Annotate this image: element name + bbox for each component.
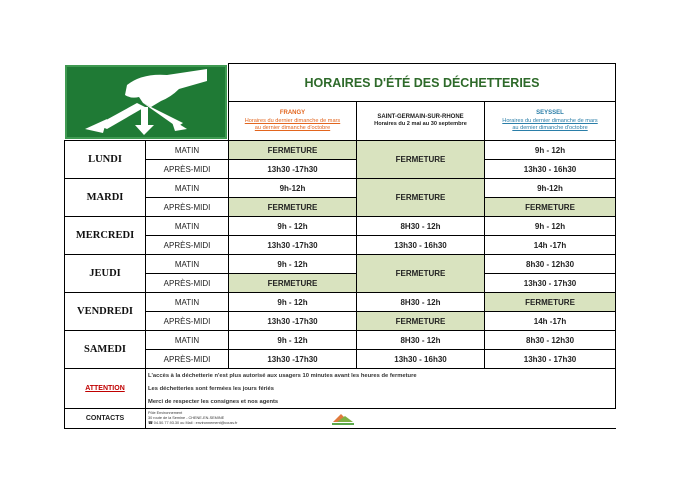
contact-line: ☎ 04.50.77.93.30 ou Mail : environnement@ccusv.fr <box>148 421 238 426</box>
hours-cell: 9h - 12h <box>229 331 357 350</box>
schedule-sheet <box>64 63 615 429</box>
hours-cell: FERMETURE <box>485 293 616 312</box>
hours-cell: 13h30 - 17h30 <box>485 274 616 293</box>
period-label: APRÈS-MIDI <box>146 236 229 255</box>
centre-period: au dernier dimanche d'octobre <box>254 124 331 131</box>
centre-header-frangy <box>229 102 357 141</box>
community-logo-icon <box>329 412 357 427</box>
centre-period: Horaires du dernier dimanche de mars <box>244 117 341 124</box>
hours-cell: 13h30 -17h30 <box>229 312 357 331</box>
table-row <box>65 255 616 274</box>
hours-cell: 9h - 12h <box>229 217 357 236</box>
day-label: VENDREDI <box>65 293 146 331</box>
hours-cell: FERMETURE <box>485 198 616 217</box>
table-row <box>65 141 616 160</box>
attention-note: Les déchetteries sont fermées les jours fériés <box>146 382 616 395</box>
contacts-label: CONTACTS <box>65 409 146 429</box>
hours-cell: 9h - 12h <box>485 217 616 236</box>
hours-cell: 13h30 - 16h30 <box>357 350 485 369</box>
period-label: MATIN <box>146 331 229 350</box>
centre-name: SAINT-GERMAIN-SUR-RHONE <box>377 113 464 120</box>
day-label: LUNDI <box>65 141 146 179</box>
table-row <box>65 198 616 217</box>
table-row <box>65 236 616 255</box>
hours-cell: 14h -17h <box>485 236 616 255</box>
table-row <box>65 331 616 350</box>
hours-cell: 8H30 - 12h <box>357 217 485 236</box>
hours-cell: FERMETURE <box>229 198 357 217</box>
table-row <box>65 217 616 236</box>
contacts-info <box>146 409 616 429</box>
period-label: MATIN <box>146 255 229 274</box>
table-row <box>65 312 616 331</box>
hours-cell: 8H30 - 12h <box>357 293 485 312</box>
logo-cell <box>65 64 229 141</box>
hours-cell: 8h30 - 12h30 <box>485 331 616 350</box>
table-row <box>65 350 616 369</box>
centre-name: SEYSSEL <box>536 110 564 117</box>
hours-cell: 8h30 - 12h30 <box>485 255 616 274</box>
period-label: MATIN <box>146 217 229 236</box>
hours-cell: 8H30 - 12h <box>357 331 485 350</box>
hours-cell: 13h30 -17h30 <box>229 236 357 255</box>
attention-note: Merci de respecter les consignes et nos agents <box>146 395 616 409</box>
hours-cell: 9h-12h <box>485 179 616 198</box>
hours-cell: FERMETURE <box>229 274 357 293</box>
attention-note: L'accès à la déchetterie n'est plus autorisé aux usagers 10 minutes avant les heures de fermeture <box>146 369 616 383</box>
hours-cell: FERMETURE <box>357 312 485 331</box>
period-label: MATIN <box>146 293 229 312</box>
hours-cell: FERMETURE <box>229 141 357 160</box>
page-title: HORAIRES D'ÉTÉ DES DÉCHETTERIES <box>229 64 616 102</box>
contact-line: 30 route de la Semine - CHENE-EN-SEMINE <box>148 415 225 420</box>
hours-cell: 13h30 - 16h30 <box>485 160 616 179</box>
hours-cell: 9h-12h <box>229 179 357 198</box>
hours-cell: FERMETURE <box>357 255 485 293</box>
period-label: APRÈS-MIDI <box>146 160 229 179</box>
table-row <box>65 179 616 198</box>
period-label: APRÈS-MIDI <box>146 198 229 217</box>
hours-cell: 13h30 -17h30 <box>229 350 357 369</box>
hours-cell: 9h - 12h <box>229 293 357 312</box>
hours-cell: 9h - 12h <box>485 141 616 160</box>
day-label: SAMEDI <box>65 331 146 369</box>
centre-period: Horaires du dernier dimanche de mars <box>502 117 598 124</box>
period-label: APRÈS-MIDI <box>146 312 229 331</box>
table-row <box>65 160 616 179</box>
period-label: MATIN <box>146 141 229 160</box>
emergency-exit-hand-icon <box>65 65 227 139</box>
table-row <box>65 274 616 293</box>
period-label: APRÈS-MIDI <box>146 274 229 293</box>
centre-period: au dernier dimanche d'octobre <box>512 124 588 131</box>
period-label: APRÈS-MIDI <box>146 350 229 369</box>
table-row <box>65 293 616 312</box>
schedule-table <box>64 63 616 429</box>
day-label: MARDI <box>65 179 146 217</box>
centre-period: Horaires du 2 mai au 30 septembre <box>374 121 467 128</box>
attention-label: ATTENTION <box>65 369 146 409</box>
hours-cell: 13h30 - 17h30 <box>485 350 616 369</box>
day-label: MERCREDI <box>65 217 146 255</box>
day-label: JEUDI <box>65 255 146 293</box>
hours-cell: 13h30 - 16h30 <box>357 236 485 255</box>
centre-header-saint-germain <box>357 102 485 141</box>
hours-cell: 14h -17h <box>485 312 616 331</box>
period-label: MATIN <box>146 179 229 198</box>
hours-cell: 13h30 -17h30 <box>229 160 357 179</box>
hours-cell: 9h - 12h <box>229 255 357 274</box>
hours-cell: FERMETURE <box>357 141 485 179</box>
contact-line: Pôle Environnement <box>148 410 183 415</box>
centre-header-seyssel <box>485 102 616 141</box>
hours-cell: FERMETURE <box>357 179 485 217</box>
centre-name: FRANGY <box>279 110 306 117</box>
